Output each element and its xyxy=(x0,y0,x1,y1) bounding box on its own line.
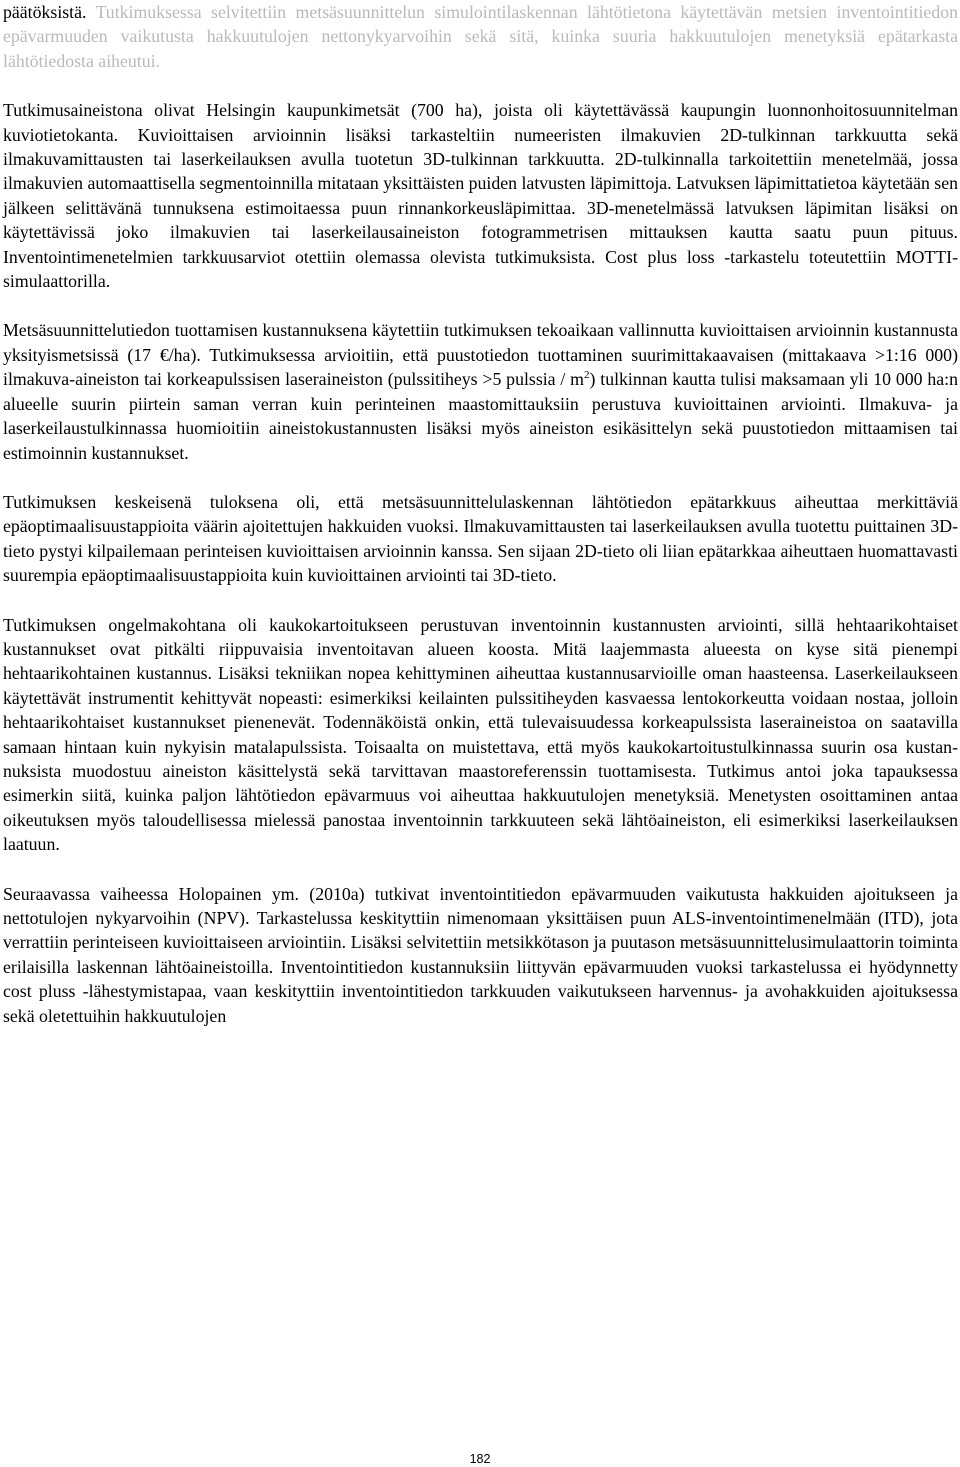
paragraph-3-text-b: ) tulkinnan kautta tulisi maksamaan yli 10 000 ha:n alueelle suurin piirtein saman verran kuin perinteinen maastomittauksiin perustuva kuvioittainen arviointi. Ilmakuva- ja laserkeilaustulkinnassa huomioitiin aineistokustannusten lisäksi myös aineiston esikäsittelyn sekä puustotiedon mittaamisen tai estimoinnin kustannukset. xyxy=(3,369,958,463)
paragraph-2: Tutkimusaineistona olivat Helsingin kaupunkimetsät (700 ha), joista oli käytettävässä kaupungin luonnonhoitosuunnitelman kuviotietokanta. Kuvioittaisen arvioinnin lisäksi tarkasteltiin numeeristen ilmakuvien 2D-tulkinnan tarkkuutta sekä ilmakuvamittausten tai laserkeilauksen avulla tuotetun 3D-tulkinnan tarkkuutta. 2D-tulkinnalla tarkoitettiin menetelmää, jossa ilmakuvien automaattisella segmentoinnilla mitataan yksittäisten puiden latvusten läpimittoja. Latvuksen läpimittatietoa käytetään sen jälkeen selittävänä tunnuksena estimoitaessa puun rinnankorkeusläpimittaa. 3D-menetelmässä latvuksen läpimitan lisäksi on käytettävissä joko ilmakuvien tai laserkeilausaineiston fotogrammetrisen mittauksen kautta saatu puun pituus. Inventointimenetelmien tarkkuusarviot otettiin olemassa olevista tutkimuksista. Cost plus loss -tarkastelu toteutettiin MOTTI-simulaattorilla. xyxy=(3,100,958,292)
paragraph-5: Tutkimuksen ongelmakohtana oli kaukokartoitukseen perustuvan inventoinnin kustannusten arviointi, sillä hehtaarikohtaiset kustannukset ovat pitkälti riippuvaisia inventoitavan alueen koosta. Mitä laajemmasta alueesta on kyse sitä pienempi hehtaarikohtainen kustannus. Lisäksi tekniikan nopea kehittyminen aiheuttaa kustannusarvioille oman haasteensa. Laserkeilaukseen käytettävät instrumentit kehittyvät nopeasti: esimerkiksi keilainten pulssitiheyden kasvaessa lentokorkeutta voidaan nostaa, jolloin hehtaarikohtaiset kustannukset pienenevät. Todennäköistä onkin, että tulevaisuudessa korkeapulssista laseraineistoa on saatavilla samaan hintaan kuin nykyisin matalapulssista. Toisaalta on muistettava, että myös kaukokartoitustulkinnassa suurin osa kustannuksista muodostuu aineiston käsittelystä sekä tarvittavan maastoreferenssin tuottamisesta. Tutkimus antoi joka tapauksessa esimerkin siitä, kuinka paljon lähtötiedon epävarmuus voi aiheuttaa hakkuutulojen menetyksiä. Menetysten osoittaminen antaa oikeutuksen myös taloudellisessa mielessä panostaa inventoinnin tarkkuuteen sekä lähtöaineiston, eli esimerkiksi laserkeilauksen laatuun. xyxy=(3,614,958,855)
superscript-exponent: 2 xyxy=(584,369,590,382)
paragraph-6: Seuraavassa vaiheessa Holopainen ym. (2010a) tutkivat inventointitiedon epävarmuuden vaikutusta hakkuiden ajoitukseen ja nettotulojen nykyarvoihin (NPV). Tarkastelussa keskityttiin nimenomaan yksittäisen puun ALS-inventointimenelmään (ITD), jota verrattiin perinteiseen kuvioittaiseen arviointiin. Lisäksi selvitettiin metsikkötason ja puutason metsäsuunnittelusimulaattorin toiminta erilaisilla laskennan lähtöaineistoilla. Inventointitiedon kustannuksiin liittyvän epävarmuuden vuoksi tarkastelussa ei hyödynnetty cost pluss -lähestymistapaa, vaan keskityttiin inventointitiedon tarkkuuden vaikutukseen harvennus- ja avohakkuiden ajoituksessa sekä oletettuihin hakkuutulojen xyxy=(3,883,958,1026)
body-text xyxy=(3,0,958,1028)
paragraph-3 xyxy=(3,318,958,464)
paragraph-1-lead: päätöksistä. xyxy=(3,2,96,22)
paragraph-1-faded-text: Tutkimuksessa selvitettiin metsäsuunnittelun simulointilaskennan lähtötietona käytettävän metsien inventointitiedon epävarmuuden vaikutusta hakkuutulojen nettonykyarvoihin sekä sitä, kuinka suuria hakkuutulojen menetyksiä epätarkasta lähtötiedosta aiheutui. xyxy=(3,2,958,71)
paragraph-3-text-a: Metsäsuunnittelutiedon tuottamisen kustannuksena käytettiin tutkimuksen tekoaikaan vallinnutta kuvioittaisen arvioinnin kustannusta yksityismetsissä (17 €/ha). Tutkimuksessa arvioitiin, että puustotiedon tuottaminen suurimittakaavaisen (mittakaava >1:16 000) ilmakuva-aineiston tai korkeapulssisen laseraineiston (pulssitiheys >5 pulssia / m xyxy=(3,320,958,390)
page-number: 182 xyxy=(469,1452,491,1466)
paragraph-1 xyxy=(3,0,958,73)
paragraph-4: Tutkimuksen keskeisenä tuloksena oli, että metsäsuunnittelulaskennan lähtötiedon epätarkkuus aiheuttaa merkittäviä epäoptimaalisuustappioita väärin ajoitettujen hakkuiden vuoksi. Ilmakuvamittausten tai laserkeilauksen avulla tuotettu puittainen 3D-tieto pystyi kilpailemaan perinteisen kuvioittaisen arvioinnin kanssa. Sen sijaan 2D-tieto oli liian epätarkkaa aiheuttaen huomattavasti suurempia epäoptimaalisuustappioita kuin kuvioittainen arviointi tai 3D-tieto. xyxy=(3,491,958,586)
